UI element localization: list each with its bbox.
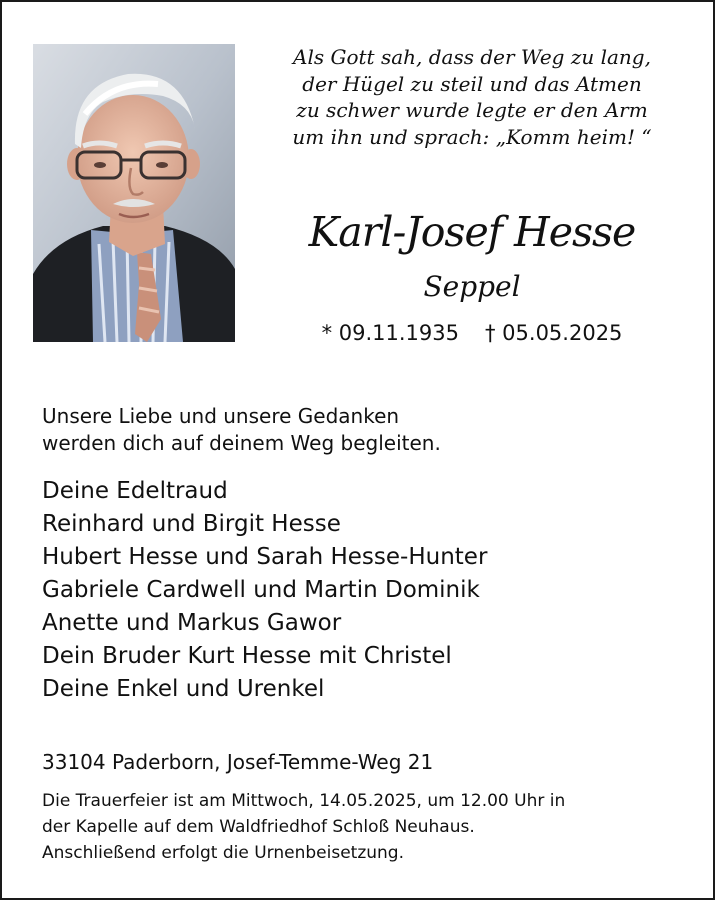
poem-line: um ihn und sprach: „Komm heim! “ — [292, 124, 652, 149]
family-member: Reinhard und Birgit Hesse — [42, 511, 341, 537]
family-member: Anette und Markus Gawor — [42, 610, 342, 636]
deceased-nickname: Seppel — [423, 270, 521, 303]
family-list — [42, 475, 692, 706]
funeral-line: der Kapelle auf dem Waldfriedhof Schloß Neuhaus. — [42, 817, 475, 837]
funeral-line: Anschließend erfolgt die Urnenbeisetzung. — [42, 843, 404, 863]
family-member: Deine Edeltraud — [42, 478, 228, 504]
poem — [257, 44, 687, 150]
family-member: Dein Bruder Kurt Hesse mit Christel — [42, 643, 452, 669]
funeral-line: Die Trauerfeier ist am Mittwoch, 14.05.2025, um 12.00 Uhr in — [42, 791, 566, 811]
intro-line: Unsere Liebe und unsere Gedanken — [42, 404, 400, 428]
address: 33104 Paderborn, Josef-Temme-Weg 21 — [42, 750, 434, 774]
family-member: Hubert Hesse und Sarah Hesse-Hunter — [42, 544, 488, 570]
intro-text — [42, 403, 682, 457]
intro-line: werden dich auf deinem Weg begleiten. — [42, 431, 441, 455]
deceased-name: Karl-Josef Hesse — [308, 208, 636, 256]
poem-line: Als Gott sah, dass der Weg zu lang, — [293, 45, 651, 69]
poem-line: zu schwer wurde legte er den Arm — [296, 98, 648, 122]
death-date: † 05.05.2025 — [485, 321, 623, 345]
portrait-illustration — [33, 44, 235, 342]
family-member: Gabriele Cardwell und Martin Dominik — [42, 577, 480, 603]
poem-line: der Hügel zu steil und das Atmen — [302, 71, 642, 96]
birth-date: * 09.11.1935 — [321, 321, 459, 345]
funeral-info — [42, 788, 692, 866]
family-member: Deine Enkel und Urenkel — [42, 676, 325, 702]
life-dates — [257, 318, 687, 348]
portrait-photo — [33, 44, 235, 342]
